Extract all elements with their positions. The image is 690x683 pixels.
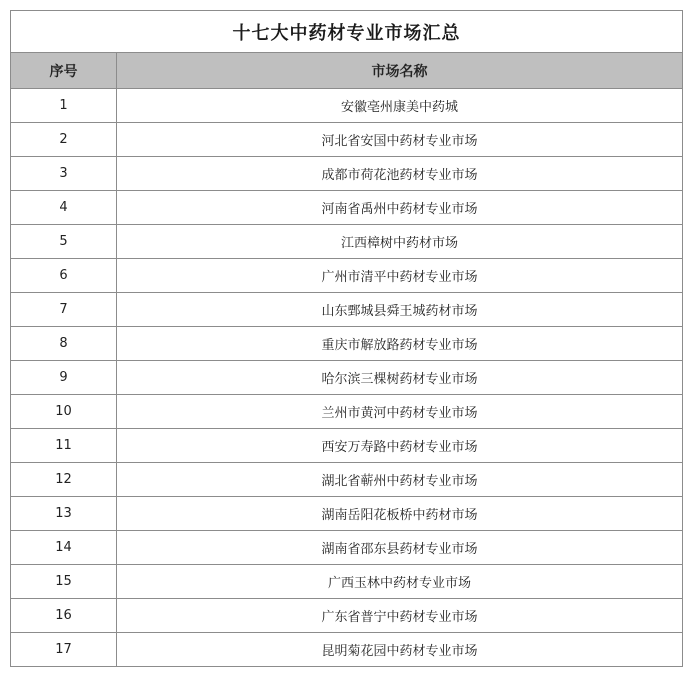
table-row [11, 497, 683, 531]
header-row [11, 53, 683, 89]
row-index: 15 [11, 565, 117, 599]
table-row [11, 293, 683, 327]
table-body [11, 89, 683, 667]
table-row [11, 123, 683, 157]
table-row [11, 191, 683, 225]
table-row [11, 565, 683, 599]
table-title: 十七大中药材专业市场汇总 [11, 11, 683, 53]
table-row [11, 225, 683, 259]
row-market-name: 山东鄄城县舜王城药材市场 [117, 293, 683, 327]
row-market-name: 湖南岳阳花板桥中药材市场 [117, 497, 683, 531]
row-market-name: 湖南省邵东县药材专业市场 [117, 531, 683, 565]
row-market-name: 重庆市解放路药材专业市场 [117, 327, 683, 361]
table-row [11, 157, 683, 191]
row-index: 13 [11, 497, 117, 531]
row-index: 9 [11, 361, 117, 395]
row-market-name: 昆明菊花园中药材专业市场 [117, 633, 683, 667]
table-row [11, 599, 683, 633]
row-index: 6 [11, 259, 117, 293]
table-row [11, 361, 683, 395]
row-market-name: 成都市荷花池药材专业市场 [117, 157, 683, 191]
row-index: 1 [11, 89, 117, 123]
row-index: 14 [11, 531, 117, 565]
row-index: 8 [11, 327, 117, 361]
row-index: 12 [11, 463, 117, 497]
table-row [11, 327, 683, 361]
row-market-name: 河北省安国中药材专业市场 [117, 123, 683, 157]
table-row [11, 463, 683, 497]
market-summary-table [10, 10, 683, 667]
row-index: 2 [11, 123, 117, 157]
header-market-name: 市场名称 [117, 53, 683, 89]
row-market-name: 安徽亳州康美中药城 [117, 89, 683, 123]
row-index: 16 [11, 599, 117, 633]
header-index: 序号 [11, 53, 117, 89]
row-market-name: 西安万寿路中药材专业市场 [117, 429, 683, 463]
table-row [11, 395, 683, 429]
table-row [11, 531, 683, 565]
table-row [11, 259, 683, 293]
row-index: 4 [11, 191, 117, 225]
row-market-name: 江西樟树中药材市场 [117, 225, 683, 259]
row-market-name: 河南省禹州中药材专业市场 [117, 191, 683, 225]
market-summary-container [10, 10, 682, 667]
row-index: 5 [11, 225, 117, 259]
row-market-name: 湖北省蕲州中药材专业市场 [117, 463, 683, 497]
table-row [11, 89, 683, 123]
row-index: 17 [11, 633, 117, 667]
row-market-name: 哈尔滨三棵树药材专业市场 [117, 361, 683, 395]
table-row [11, 429, 683, 463]
row-index: 10 [11, 395, 117, 429]
title-row [11, 11, 683, 53]
table-row [11, 633, 683, 667]
row-index: 7 [11, 293, 117, 327]
row-market-name: 广西玉林中药材专业市场 [117, 565, 683, 599]
row-index: 11 [11, 429, 117, 463]
row-market-name: 兰州市黄河中药材专业市场 [117, 395, 683, 429]
row-market-name: 广州市清平中药材专业市场 [117, 259, 683, 293]
row-market-name: 广东省普宁中药材专业市场 [117, 599, 683, 633]
row-index: 3 [11, 157, 117, 191]
